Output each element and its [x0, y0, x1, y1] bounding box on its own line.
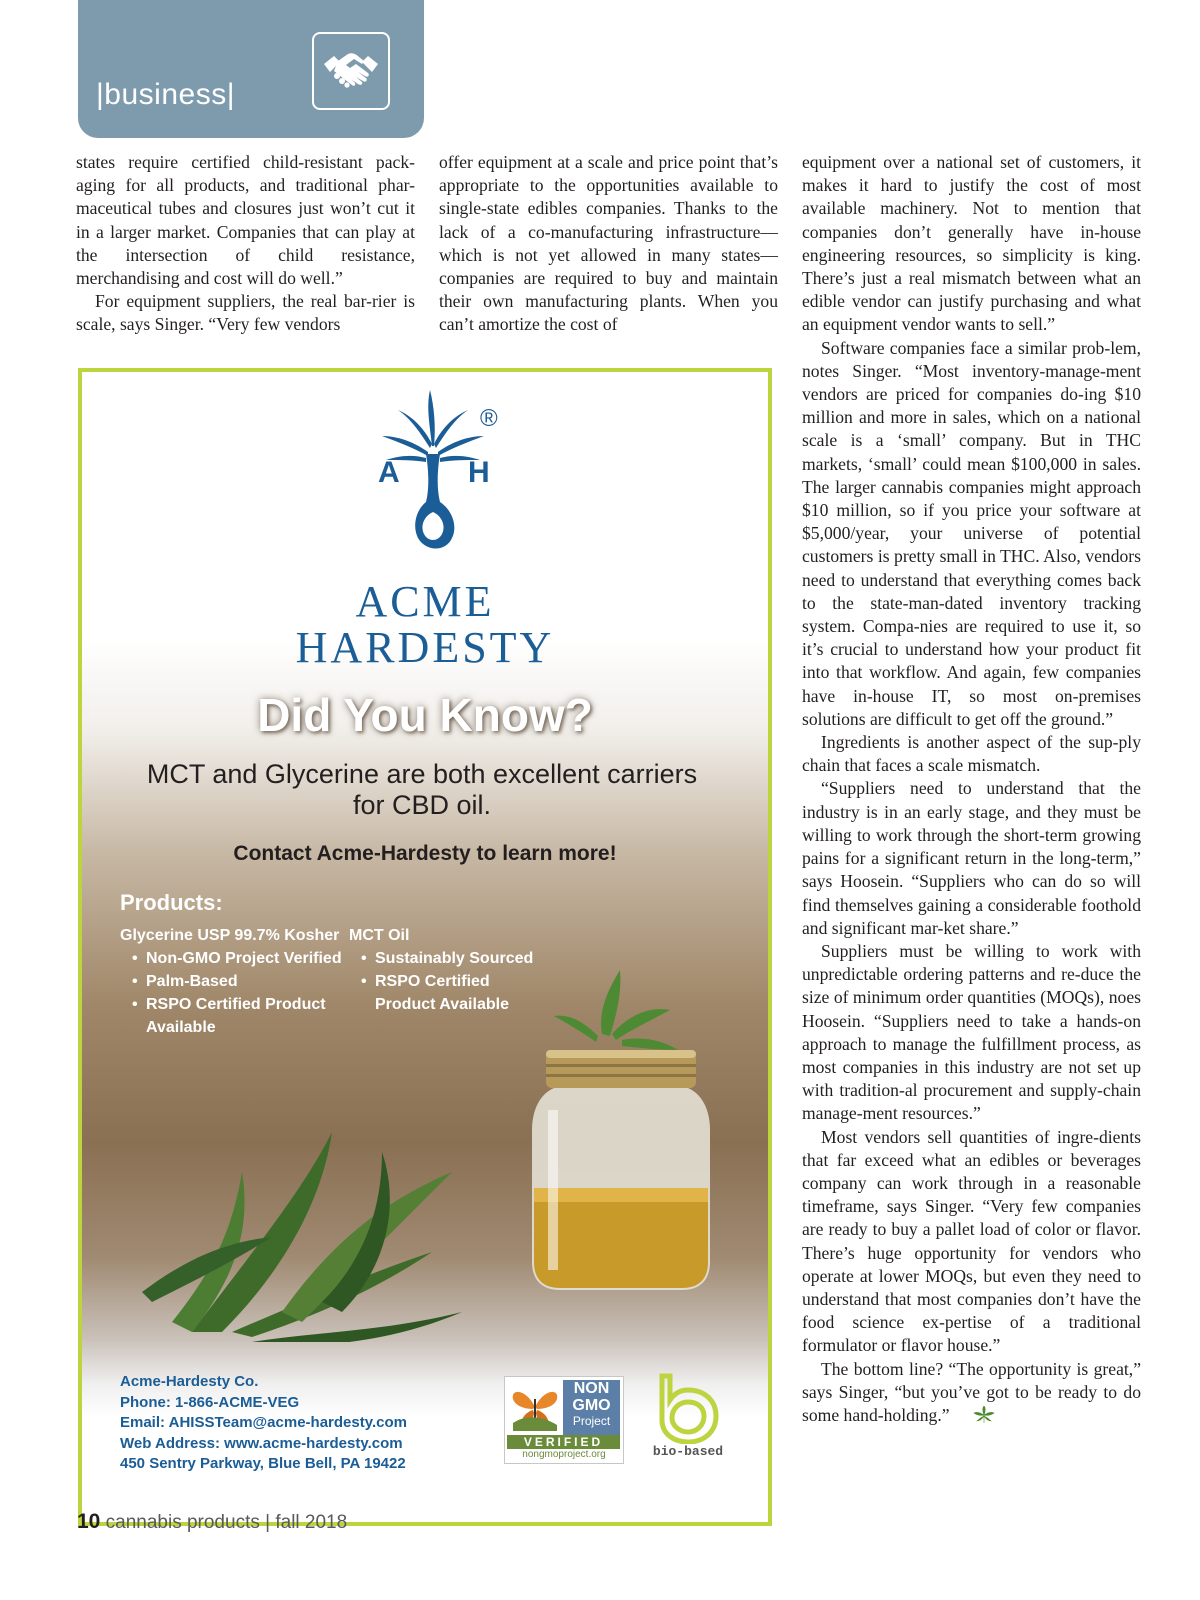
email-address: Email: AHISSTeam@acme-hardesty.com [120, 1414, 407, 1431]
product-feature: • RSPO Certified Product Available [349, 970, 549, 1016]
cannabis-leaf-icon [954, 1406, 995, 1430]
cbd-oil-jar-image [502, 970, 732, 1300]
paragraph: offer equipment at a scale and price point that’s appropriate to the opportunities available to single-state edibles companies. Thanks to the lack of a co-manufacturing infrastructure—which is not yet allowed in many states—companies are required to buy and maintain their own manufacturing plants. When you can’t amortize the cost of [439, 152, 778, 335]
phone-number: Phone: 1-866-ACME-VEG [120, 1393, 300, 1411]
article-column-1 [76, 151, 415, 337]
non-gmo-verified-badge [504, 1376, 624, 1464]
product-feature: • Palm-Based [120, 970, 350, 993]
paragraph: “Suppliers need to understand that the industry is in an early stage, and they must be willing to work through the short-term growing pains for a significant return in the long-term,” says Hoosein. “Suppliers who can do so will find themselves gaining a considerable foothold and significant mar-ket share.” [802, 778, 1141, 938]
paragraph: Software companies face a similar prob-lem, notes Singer. “Most inventory-manage-ment vendors are priced for companies do-ing $10 million and more in sales, which on a national scale is a ‘small’ company. But in THC markets, ‘small’ could mean $100,000 in sales. The larger cannabis companies might approach $10 million, so if you price your software at $5,000/year, your universe of potential customers is pretty small in THC. Also, vendors need to understand that everything comes back to the state-man-dated inventory tracking system. Compa-nies are required to use it, so it’s crucial to understand how your product fit into that workflow. And again, few companies have in-house IT, so most on-premises solutions are difficult to get off the ground.” [802, 337, 1141, 729]
paragraph: states require certified child-resistant pack-aging for all products, and traditional phar-maceutical tubes and closures just won’t cut it in a larger market. Companies that can play at the intersection of child resistance, merchandising and cost will do well.” [76, 152, 415, 289]
bio-based-badge [650, 1372, 722, 1464]
paragraph: equipment over a national set of customers, it makes it hard to justify the cost of most available machinery. Not to mention that companies don’t generally have in-house engineering resources, so simplicity is king. There’s just a real mismatch between what an edible vendor can justify purchasing and what an equipment vendor wants to sell.” [802, 152, 1141, 335]
products-heading: Products: [120, 890, 223, 915]
svg-text:H: H [468, 456, 490, 489]
hemp-leaves-image [132, 1012, 532, 1342]
bio-based-label: bio-based [652, 1444, 724, 1459]
svg-text:A: A [378, 456, 400, 489]
paragraph: Suppliers must be willing to work with unpredictable ordering patterns and re-duce the size of minimum order quantities (MOQs), noes Hoosein. “Suppliers need to take a hands-on approach to manage the fulfillment process, as most companies in this industry are not set up with tradition-al procurement and supply-chain manage-ment resources.” [802, 940, 1141, 1124]
paragraph: For equipment suppliers, the real bar-rier is scale, says Singer. “Very few vendors [76, 291, 415, 335]
street-address: 450 Sentry Parkway, Blue Bell, PA 19422 [120, 1455, 406, 1472]
page-footer [77, 1510, 347, 1534]
ad-cta: Contact Acme-Hardesty to learn more! [233, 842, 617, 865]
bio-based-icon [650, 1372, 722, 1444]
company-name: Acme-Hardesty Co. [120, 1373, 259, 1390]
issue-label: fall 2018 [275, 1512, 348, 1533]
product-group-mct-oil [349, 924, 549, 1016]
article-column-2 [439, 151, 778, 337]
acme-hardesty-advertisement [78, 368, 772, 1526]
paragraph: Ingredients is another aspect of the sup-ply chain that faces a scale mismatch. [802, 732, 1141, 776]
section-tab [78, 0, 424, 138]
ad-contact-info [120, 1372, 407, 1475]
product-group-glycerine [120, 924, 350, 1039]
section-label: |business| [96, 78, 235, 111]
magazine-name: cannabis products [105, 1512, 260, 1533]
web-address: Web Address: www.acme-hardesty.com [120, 1434, 403, 1452]
article-column-3 [802, 151, 1141, 1430]
handshake-icon [312, 32, 390, 110]
product-feature: • RSPO Certified Product Available [120, 993, 350, 1039]
verified-label: VERIFIED [507, 1435, 620, 1449]
butterfly-icon [511, 1385, 559, 1431]
ad-headline: Did You Know? [257, 689, 593, 741]
acme-hardesty-logo-icon [372, 386, 502, 576]
paragraph: Most vendors sell quantities of ingre-dients that far exceed what an edibles or beverages company can work through in a reasonable timeframe, says Singer. “Very few companies are ready to buy a pallet load of color or flavor. There’s huge opportunity for vendors who operate at lower MOQs, but even they need to understand that most companies don’t have the food science ex-pertise of a traditional formulator or flavor house.” [802, 1126, 1141, 1356]
brand-name-line-2: HARDESTY [295, 623, 555, 672]
product-feature: • Non-GMO Project Verified [120, 947, 350, 970]
product-name: Glycerine USP 99.7% Kosher [120, 927, 340, 944]
paragraph-final: The bottom line? “The opportunity is great,” says Singer, “but you’ve got to be ready to do some hand-holding.” [802, 1358, 1141, 1431]
svg-text:®: ® [480, 405, 498, 432]
product-feature: • Sustainably Sourced [349, 947, 549, 970]
brand-name-line-1: ACME [355, 577, 495, 626]
ad-subhead: MCT and Glycerine are both excellent carriers for CBD oil. [146, 759, 698, 820]
product-name: MCT Oil [349, 927, 410, 944]
non-gmo-label: NON GMO Project [563, 1380, 620, 1436]
non-gmo-url: nongmoproject.org [522, 1449, 606, 1460]
footer-separator: | [265, 1512, 271, 1533]
page-number: 10 [77, 1510, 101, 1533]
